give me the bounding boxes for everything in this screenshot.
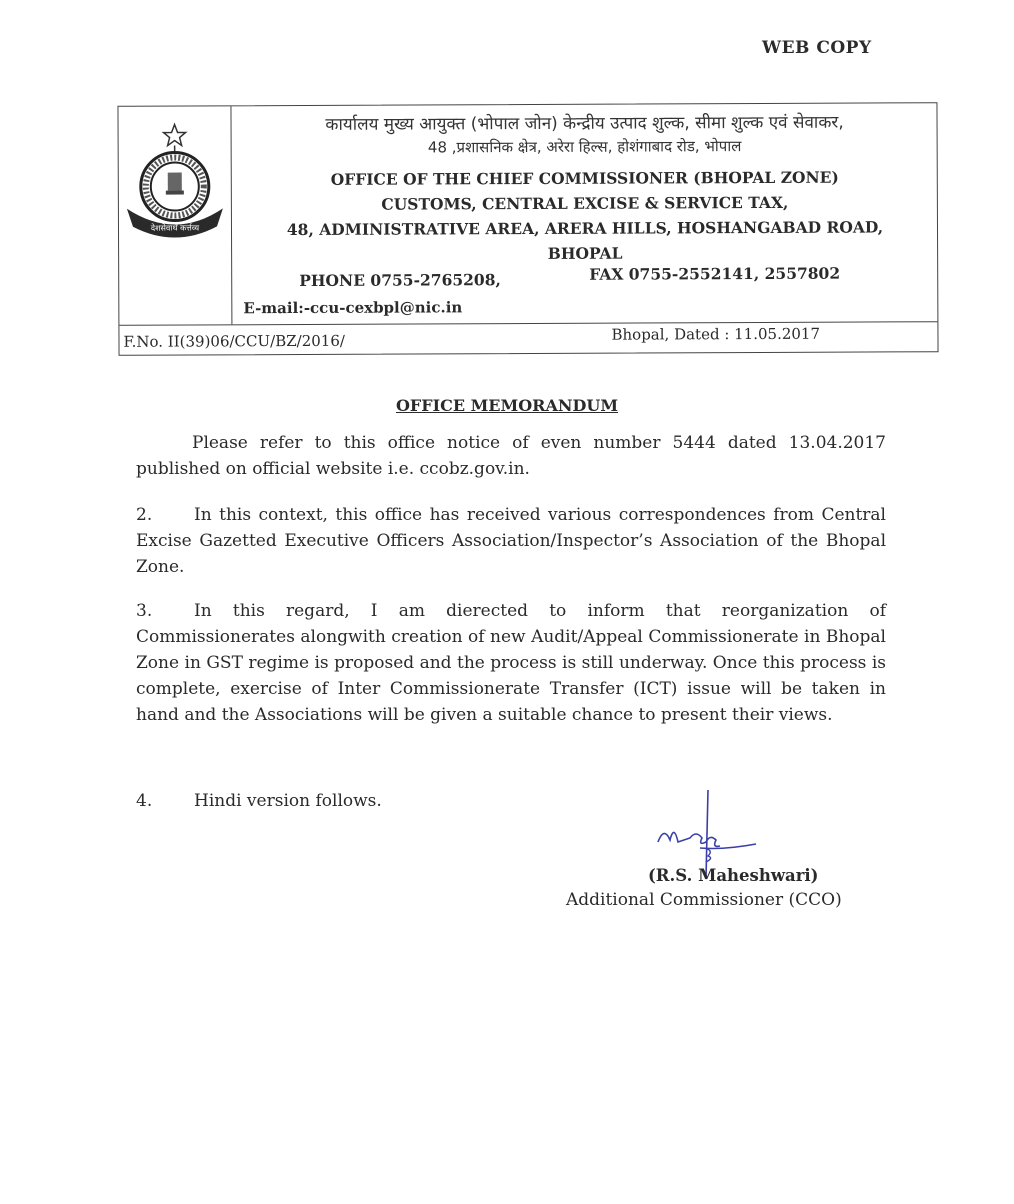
fax-number: FAX 0755-2552141, 2557802 xyxy=(589,263,841,284)
paragraph-text: Please refer to this office notice of even number 5444 dated 13.04.2017 published on official website i.e. ccobz.gov.in. xyxy=(136,433,886,479)
city-line: BHOPAL xyxy=(547,243,623,263)
document-date: Bhopal, Dated : 11.05.2017 xyxy=(611,324,821,344)
web-copy-label: WEB COPY xyxy=(762,38,872,58)
paragraph-number: 4. xyxy=(136,791,153,811)
paragraph-number: 3. xyxy=(136,601,153,621)
signatory-designation: Additional Commissioner (CCO) xyxy=(566,890,842,910)
paragraph-2 xyxy=(136,502,886,580)
svg-text:देशसेवार्थं कर्त्तव्य: देशसेवार्थं कर्त्तव्य xyxy=(150,223,200,233)
memo-title: OFFICE MEMORANDUM xyxy=(395,396,619,415)
paragraph-text: In this regard, I am dierected to inform that reorganization of Commissionerates alongwith creation of new Audit/Appeal Commissionerate in Bhopal Zone in GST regime is proposed and the process is still underway. Once this process is complete, exercise of Inter Commissionerate Transfer (ICT) issue will be taken in hand and the Associations will be given a suitable chance to present their views. xyxy=(136,601,886,725)
paragraph-3 xyxy=(136,598,886,728)
customs-central-excise-emblem-icon xyxy=(121,122,230,238)
reference-row xyxy=(119,321,937,356)
hindi-office-line: कार्यालय मुख्य आयुक्त (भोपाल जोन) केन्द्रीय उत्पाद शुल्क, सीमा शुल्क एवं सेवाकर, xyxy=(325,112,844,135)
paragraph-text: In this context, this office has received various correspondences from Central Excise Gazetted Executive Officers Association/Inspector’s Association of the Bhopal Zone. xyxy=(136,505,886,577)
paragraph-text: Hindi version follows. xyxy=(194,791,382,811)
email-address: E-mail:-ccu-cexbpl@nic.in xyxy=(243,298,463,318)
phone-number: PHONE 0755-2765208, xyxy=(299,270,501,290)
paragraph-4 xyxy=(136,788,886,814)
letterhead-text xyxy=(232,103,937,324)
logo-cell xyxy=(118,106,232,324)
office-name: OFFICE OF THE CHIEF COMMISSIONER (BHOPAL ZONE) xyxy=(330,167,839,189)
address-line: 48, ADMINISTRATIVE AREA, ARERA HILLS, HOSHANGABAD ROAD, xyxy=(286,217,884,240)
hindi-address-line: 48 ,प्रशासनिक क्षेत्र, अरेरा हिल्स, होशंगाबाद रोड, भोपाल xyxy=(427,137,742,157)
letterhead xyxy=(117,102,938,356)
department-line: CUSTOMS, CENTRAL EXCISE & SERVICE TAX, xyxy=(381,192,789,214)
paragraph-number: 2. xyxy=(136,505,153,525)
file-number: F.No. II(39)06/CCU/BZ/2016/ xyxy=(123,331,345,351)
paragraph-1 xyxy=(136,430,886,482)
signatory-name: (R.S. Maheshwari) xyxy=(648,866,819,885)
